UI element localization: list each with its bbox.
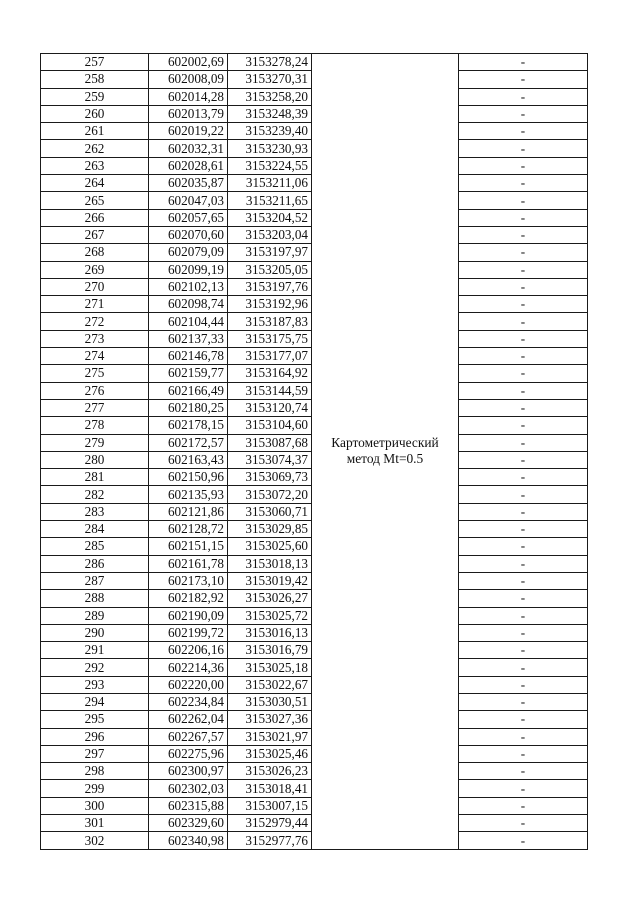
method-label-line: Картометрический bbox=[331, 435, 439, 451]
x-coordinate-cell: 602047,03 bbox=[149, 192, 228, 209]
x-coordinate-cell: 602302,03 bbox=[149, 780, 228, 797]
accuracy-cell: - bbox=[459, 192, 588, 209]
point-number-cell: 293 bbox=[41, 676, 149, 693]
accuracy-cell: - bbox=[459, 157, 588, 174]
x-coordinate-cell: 602121,86 bbox=[149, 503, 228, 520]
y-coordinate-cell: 3153025,18 bbox=[228, 659, 312, 676]
accuracy-cell: - bbox=[459, 348, 588, 365]
point-number-cell: 260 bbox=[41, 105, 149, 122]
point-number-cell: 258 bbox=[41, 71, 149, 88]
accuracy-cell: - bbox=[459, 226, 588, 243]
point-number-cell: 291 bbox=[41, 642, 149, 659]
x-coordinate-cell: 602128,72 bbox=[149, 521, 228, 538]
point-number-cell: 295 bbox=[41, 711, 149, 728]
y-coordinate-cell: 3153022,67 bbox=[228, 676, 312, 693]
x-coordinate-cell: 602146,78 bbox=[149, 348, 228, 365]
point-number-cell: 286 bbox=[41, 555, 149, 572]
accuracy-cell: - bbox=[459, 382, 588, 399]
point-number-cell: 290 bbox=[41, 624, 149, 641]
accuracy-cell: - bbox=[459, 244, 588, 261]
y-coordinate-cell: 3153211,06 bbox=[228, 175, 312, 192]
y-coordinate-cell: 3153069,73 bbox=[228, 469, 312, 486]
y-coordinate-cell: 3153016,13 bbox=[228, 624, 312, 641]
y-coordinate-cell: 3153197,76 bbox=[228, 278, 312, 295]
x-coordinate-cell: 602262,04 bbox=[149, 711, 228, 728]
x-coordinate-cell: 602178,15 bbox=[149, 417, 228, 434]
point-number-cell: 282 bbox=[41, 486, 149, 503]
y-coordinate-cell: 3153016,79 bbox=[228, 642, 312, 659]
x-coordinate-cell: 602159,77 bbox=[149, 365, 228, 382]
point-number-cell: 285 bbox=[41, 538, 149, 555]
y-coordinate-cell: 3153175,75 bbox=[228, 330, 312, 347]
accuracy-cell: - bbox=[459, 607, 588, 624]
y-coordinate-cell: 3153025,46 bbox=[228, 745, 312, 762]
y-coordinate-cell: 3153104,60 bbox=[228, 417, 312, 434]
point-number-cell: 298 bbox=[41, 763, 149, 780]
y-coordinate-cell: 3153027,36 bbox=[228, 711, 312, 728]
x-coordinate-cell: 602340,98 bbox=[149, 832, 228, 849]
accuracy-cell: - bbox=[459, 763, 588, 780]
point-number-cell: 284 bbox=[41, 521, 149, 538]
y-coordinate-cell: 3153025,72 bbox=[228, 607, 312, 624]
point-number-cell: 272 bbox=[41, 313, 149, 330]
x-coordinate-cell: 602300,97 bbox=[149, 763, 228, 780]
point-number-cell: 274 bbox=[41, 348, 149, 365]
accuracy-cell: - bbox=[459, 278, 588, 295]
y-coordinate-cell: 3153230,93 bbox=[228, 140, 312, 157]
accuracy-cell: - bbox=[459, 797, 588, 814]
y-coordinate-cell: 3153203,04 bbox=[228, 226, 312, 243]
accuracy-cell: - bbox=[459, 261, 588, 278]
y-coordinate-cell: 3153187,83 bbox=[228, 313, 312, 330]
point-number-cell: 267 bbox=[41, 226, 149, 243]
x-coordinate-cell: 602275,96 bbox=[149, 745, 228, 762]
x-coordinate-cell: 602035,87 bbox=[149, 175, 228, 192]
accuracy-cell: - bbox=[459, 624, 588, 641]
x-coordinate-cell: 602014,28 bbox=[149, 88, 228, 105]
y-coordinate-cell: 3153087,68 bbox=[228, 434, 312, 451]
x-coordinate-cell: 602028,61 bbox=[149, 157, 228, 174]
y-coordinate-cell: 3153192,96 bbox=[228, 296, 312, 313]
table-row bbox=[41, 54, 588, 71]
y-coordinate-cell: 3153018,13 bbox=[228, 555, 312, 572]
y-coordinate-cell: 3153164,92 bbox=[228, 365, 312, 382]
x-coordinate-cell: 602329,60 bbox=[149, 815, 228, 832]
y-coordinate-cell: 3153007,15 bbox=[228, 797, 312, 814]
accuracy-cell: - bbox=[459, 555, 588, 572]
x-coordinate-cell: 602190,09 bbox=[149, 607, 228, 624]
accuracy-cell: - bbox=[459, 745, 588, 762]
x-coordinate-cell: 602057,65 bbox=[149, 209, 228, 226]
point-number-cell: 276 bbox=[41, 382, 149, 399]
point-number-cell: 288 bbox=[41, 590, 149, 607]
method-label-line: метод Mt=0.5 bbox=[346, 451, 424, 467]
accuracy-cell: - bbox=[459, 434, 588, 451]
x-coordinate-cell: 602150,96 bbox=[149, 469, 228, 486]
accuracy-cell: - bbox=[459, 451, 588, 468]
point-number-cell: 287 bbox=[41, 572, 149, 589]
x-coordinate-cell: 602135,93 bbox=[149, 486, 228, 503]
y-coordinate-cell: 3153072,20 bbox=[228, 486, 312, 503]
point-number-cell: 300 bbox=[41, 797, 149, 814]
point-number-cell: 292 bbox=[41, 659, 149, 676]
accuracy-cell: - bbox=[459, 693, 588, 710]
point-number-cell: 262 bbox=[41, 140, 149, 157]
accuracy-cell: - bbox=[459, 572, 588, 589]
x-coordinate-cell: 602234,84 bbox=[149, 693, 228, 710]
y-coordinate-cell: 3153030,51 bbox=[228, 693, 312, 710]
x-coordinate-cell: 602019,22 bbox=[149, 123, 228, 140]
y-coordinate-cell: 3153211,65 bbox=[228, 192, 312, 209]
x-coordinate-cell: 602099,19 bbox=[149, 261, 228, 278]
y-coordinate-cell: 3153258,20 bbox=[228, 88, 312, 105]
y-coordinate-cell: 3153248,39 bbox=[228, 105, 312, 122]
x-coordinate-cell: 602032,31 bbox=[149, 140, 228, 157]
accuracy-cell: - bbox=[459, 815, 588, 832]
y-coordinate-cell: 3153144,59 bbox=[228, 382, 312, 399]
accuracy-cell: - bbox=[459, 417, 588, 434]
y-coordinate-cell: 3153074,37 bbox=[228, 451, 312, 468]
y-coordinate-cell: 3153270,31 bbox=[228, 71, 312, 88]
x-coordinate-cell: 602182,92 bbox=[149, 590, 228, 607]
y-coordinate-cell: 3153205,05 bbox=[228, 261, 312, 278]
x-coordinate-cell: 602161,78 bbox=[149, 555, 228, 572]
accuracy-cell: - bbox=[459, 399, 588, 416]
accuracy-cell: - bbox=[459, 521, 588, 538]
accuracy-cell: - bbox=[459, 296, 588, 313]
x-coordinate-cell: 602206,16 bbox=[149, 642, 228, 659]
y-coordinate-cell: 3153025,60 bbox=[228, 538, 312, 555]
x-coordinate-cell: 602267,57 bbox=[149, 728, 228, 745]
point-number-cell: 270 bbox=[41, 278, 149, 295]
y-coordinate-cell: 3153239,40 bbox=[228, 123, 312, 140]
accuracy-cell: - bbox=[459, 71, 588, 88]
coordinates-table bbox=[40, 53, 588, 850]
point-number-cell: 283 bbox=[41, 503, 149, 520]
point-number-cell: 275 bbox=[41, 365, 149, 382]
accuracy-cell: - bbox=[459, 123, 588, 140]
point-number-cell: 278 bbox=[41, 417, 149, 434]
point-number-cell: 294 bbox=[41, 693, 149, 710]
y-coordinate-cell: 3153060,71 bbox=[228, 503, 312, 520]
point-number-cell: 264 bbox=[41, 175, 149, 192]
x-coordinate-cell: 602172,57 bbox=[149, 434, 228, 451]
point-number-cell: 268 bbox=[41, 244, 149, 261]
accuracy-cell: - bbox=[459, 365, 588, 382]
y-coordinate-cell: 3153278,24 bbox=[228, 54, 312, 71]
x-coordinate-cell: 602151,15 bbox=[149, 538, 228, 555]
x-coordinate-cell: 602079,09 bbox=[149, 244, 228, 261]
x-coordinate-cell: 602173,10 bbox=[149, 572, 228, 589]
y-coordinate-cell: 3153120,74 bbox=[228, 399, 312, 416]
point-number-cell: 281 bbox=[41, 469, 149, 486]
y-coordinate-cell: 3152977,76 bbox=[228, 832, 312, 849]
point-number-cell: 297 bbox=[41, 745, 149, 762]
x-coordinate-cell: 602008,09 bbox=[149, 71, 228, 88]
point-number-cell: 259 bbox=[41, 88, 149, 105]
point-number-cell: 299 bbox=[41, 780, 149, 797]
accuracy-cell: - bbox=[459, 676, 588, 693]
accuracy-cell: - bbox=[459, 503, 588, 520]
x-coordinate-cell: 602102,13 bbox=[149, 278, 228, 295]
accuracy-cell: - bbox=[459, 538, 588, 555]
x-coordinate-cell: 602013,79 bbox=[149, 105, 228, 122]
accuracy-cell: - bbox=[459, 469, 588, 486]
accuracy-cell: - bbox=[459, 88, 588, 105]
accuracy-cell: - bbox=[459, 486, 588, 503]
accuracy-cell: - bbox=[459, 175, 588, 192]
point-number-cell: 265 bbox=[41, 192, 149, 209]
point-number-cell: 266 bbox=[41, 209, 149, 226]
y-coordinate-cell: 3153224,55 bbox=[228, 157, 312, 174]
accuracy-cell: - bbox=[459, 728, 588, 745]
y-coordinate-cell: 3153197,97 bbox=[228, 244, 312, 261]
accuracy-cell: - bbox=[459, 659, 588, 676]
accuracy-cell: - bbox=[459, 54, 588, 71]
accuracy-cell: - bbox=[459, 711, 588, 728]
y-coordinate-cell: 3153021,97 bbox=[228, 728, 312, 745]
x-coordinate-cell: 602166,49 bbox=[149, 382, 228, 399]
accuracy-cell: - bbox=[459, 140, 588, 157]
y-coordinate-cell: 3153204,52 bbox=[228, 209, 312, 226]
x-coordinate-cell: 602180,25 bbox=[149, 399, 228, 416]
point-number-cell: 273 bbox=[41, 330, 149, 347]
accuracy-cell: - bbox=[459, 590, 588, 607]
method-cell bbox=[312, 54, 459, 850]
accuracy-cell: - bbox=[459, 209, 588, 226]
x-coordinate-cell: 602137,33 bbox=[149, 330, 228, 347]
point-number-cell: 280 bbox=[41, 451, 149, 468]
x-coordinate-cell: 602199,72 bbox=[149, 624, 228, 641]
accuracy-cell: - bbox=[459, 642, 588, 659]
point-number-cell: 301 bbox=[41, 815, 149, 832]
y-coordinate-cell: 3153026,27 bbox=[228, 590, 312, 607]
point-number-cell: 261 bbox=[41, 123, 149, 140]
y-coordinate-cell: 3153019,42 bbox=[228, 572, 312, 589]
x-coordinate-cell: 602163,43 bbox=[149, 451, 228, 468]
point-number-cell: 263 bbox=[41, 157, 149, 174]
x-coordinate-cell: 602070,60 bbox=[149, 226, 228, 243]
point-number-cell: 269 bbox=[41, 261, 149, 278]
point-number-cell: 296 bbox=[41, 728, 149, 745]
accuracy-cell: - bbox=[459, 313, 588, 330]
x-coordinate-cell: 602315,88 bbox=[149, 797, 228, 814]
point-number-cell: 289 bbox=[41, 607, 149, 624]
x-coordinate-cell: 602098,74 bbox=[149, 296, 228, 313]
y-coordinate-cell: 3152979,44 bbox=[228, 815, 312, 832]
accuracy-cell: - bbox=[459, 780, 588, 797]
point-number-cell: 279 bbox=[41, 434, 149, 451]
accuracy-cell: - bbox=[459, 832, 588, 849]
coordinates-table-body bbox=[41, 54, 588, 850]
accuracy-cell: - bbox=[459, 330, 588, 347]
x-coordinate-cell: 602214,36 bbox=[149, 659, 228, 676]
y-coordinate-cell: 3153029,85 bbox=[228, 521, 312, 538]
x-coordinate-cell: 602104,44 bbox=[149, 313, 228, 330]
x-coordinate-cell: 602002,69 bbox=[149, 54, 228, 71]
y-coordinate-cell: 3153026,23 bbox=[228, 763, 312, 780]
x-coordinate-cell: 602220,00 bbox=[149, 676, 228, 693]
point-number-cell: 277 bbox=[41, 399, 149, 416]
accuracy-cell: - bbox=[459, 105, 588, 122]
y-coordinate-cell: 3153177,07 bbox=[228, 348, 312, 365]
point-number-cell: 257 bbox=[41, 54, 149, 71]
y-coordinate-cell: 3153018,41 bbox=[228, 780, 312, 797]
point-number-cell: 271 bbox=[41, 296, 149, 313]
point-number-cell: 302 bbox=[41, 832, 149, 849]
